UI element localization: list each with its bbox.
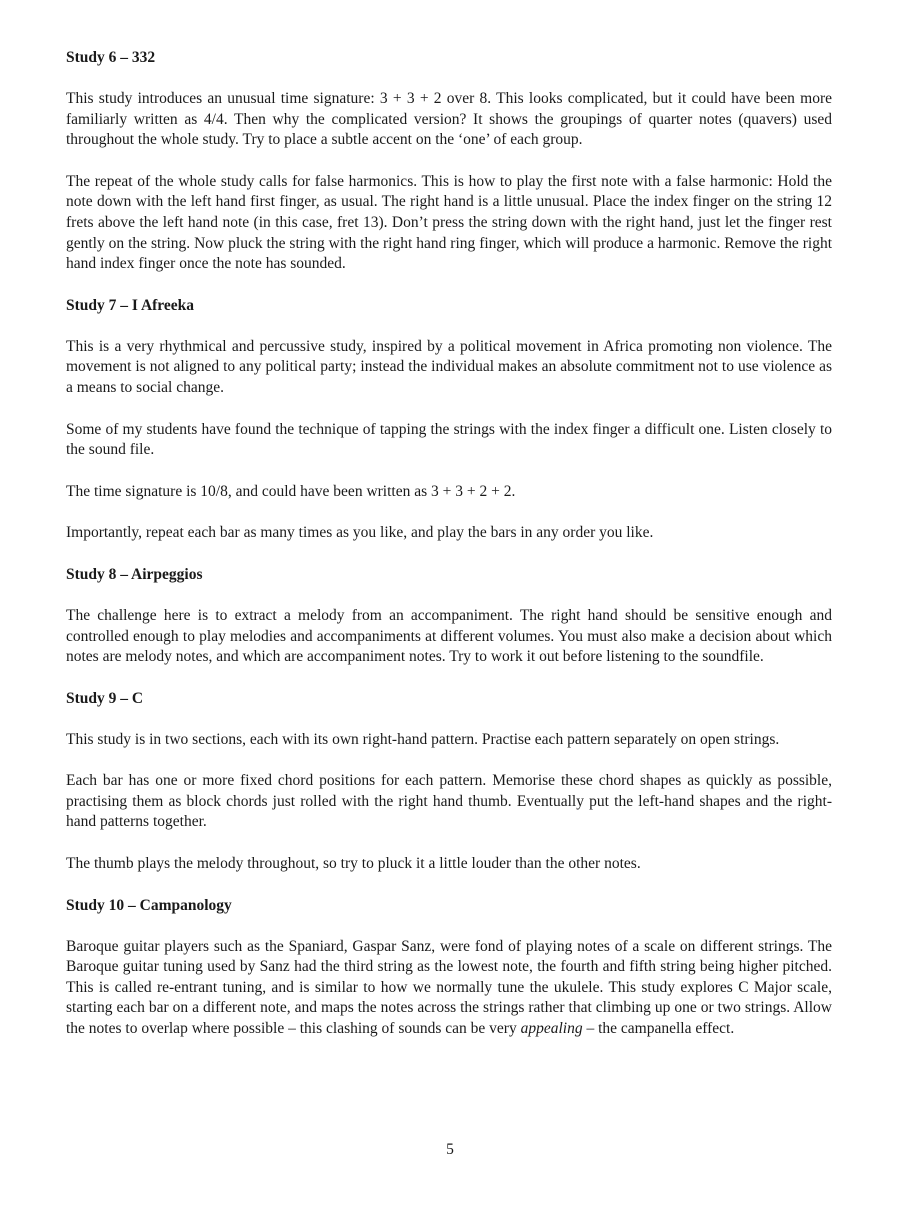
section-heading: Study 8 – Airpeggios [66, 565, 203, 583]
paragraph: The time signature is 10/8, and could have been written as 3 + 3 + 2 + 2. [66, 482, 516, 500]
paragraph: Some of my students have found the technique of tapping the strings with the index finger a difficult one. Listen closely to the sound file. [66, 420, 832, 459]
page-number: 5 [446, 1141, 454, 1158]
paragraph: The challenge here is to extract a melody from an accompaniment. The right hand should be sensitive enough and controlled enough to play melodies and accompaniments at different volumes. You must also make a decision about which notes are melody notes, and which are accompaniment notes. Try to work it out before listening to the soundfile. [66, 606, 832, 666]
paragraph [66, 937, 832, 1040]
section-study-7 [66, 296, 832, 544]
paragraph: This is a very rhythmical and percussive study, inspired by a political movement in Africa promoting non violence. The movement is not aligned to any political party; instead the individual makes an absolute commitment not to use violence as a means to social change. [66, 337, 832, 396]
paragraph-text: Baroque guitar players such as the Spaniard, Gaspar Sanz, were fond of playing notes of a scale on different strings. The Baroque guitar tuning used by Sanz had the third string as the lowest note, the fourth and fifth string being higher pitched. This is called re-entrant tuning, and is similar to how we normally tune the ukulele. This study explores C Major scale, starting each bar on a different note, and maps the notes across the strings rather that climbing up one or two strings. Allow the notes to overlap where possible – this clashing of sounds can be very [66, 937, 832, 1038]
section-heading: Study 9 – C [66, 689, 144, 707]
paragraph: Each bar has one or more fixed chord positions for each pattern. Memorise these chord shapes as quickly as possible, practising them as block chords just rolled with the right hand thumb. Eventually put the left-hand shapes and the right-hand patterns together. [66, 772, 832, 831]
section-study-6 [66, 48, 832, 275]
emphasis-text: appealing [520, 1020, 583, 1038]
section-study-9 [66, 689, 832, 875]
section-study-8 [66, 565, 832, 668]
section-heading: Study 10 – Campanology [66, 896, 232, 914]
paragraph: This study is in two sections, each with its own right-hand pattern. Practise each pattern separately on open strings. [66, 730, 780, 748]
paragraph-tail: – the campanella effect. [582, 1020, 735, 1038]
section-heading: Study 6 – 332 [66, 49, 156, 66]
document-page [66, 48, 832, 1061]
paragraph: The repeat of the whole study calls for false harmonics. This is how to play the first note with a false harmonic: Hold the note down with the left hand first finger, as usual. The right hand is a little unusual. Place the index finger on the string 12 frets above the left hand note (in this case, fret 13). Don’t press the string down with the right hand, just let the finger rest gently on the string. Now pluck the string with the right hand ring finger, which will produce a harmonic. Remove the right hand index finger once the note has sounded. [66, 172, 832, 273]
section-heading: Study 7 – I Afreeka [66, 296, 195, 314]
paragraph: Importantly, repeat each bar as many times as you like, and play the bars in any order you like. [66, 524, 654, 542]
section-study-10 [66, 896, 832, 1040]
paragraph: This study introduces an unusual time signature: 3 + 3 + 2 over 8. This looks complicated, but it could have been more familiarly written as 4/4. Then why the complicated version? It shows the groupings of quarter notes (quavers) used throughout the whole study. Try to place a subtle accent on the ‘one’ of each group. [66, 90, 832, 149]
paragraph: The thumb plays the melody throughout, so try to pluck it a little louder than the other notes. [66, 855, 641, 873]
